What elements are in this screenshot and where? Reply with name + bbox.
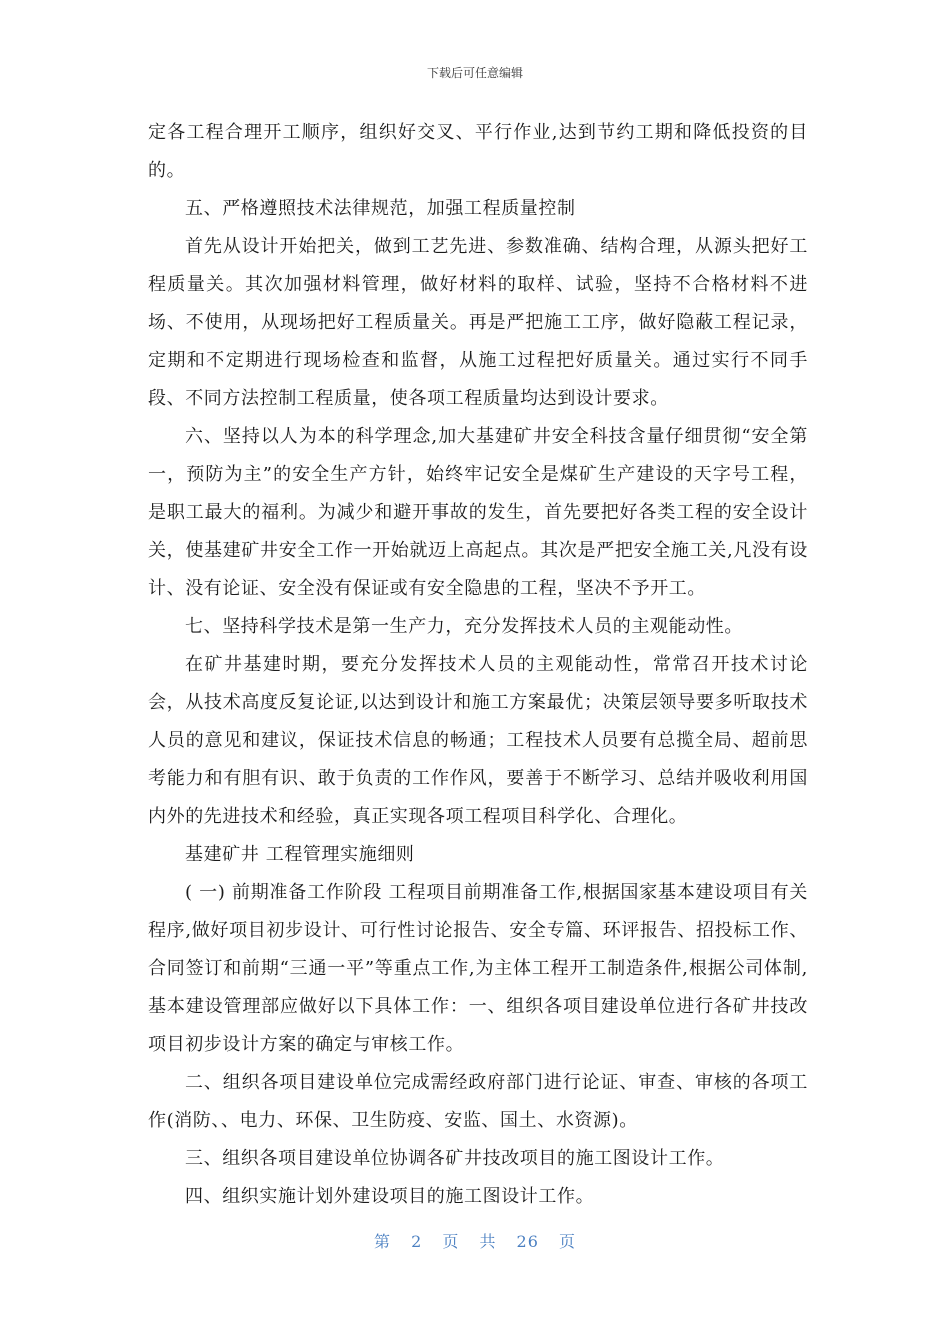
section-heading-5: 五、严格遵照技术法律规范，加强工程质量控制 [185,198,576,219]
list-item-2: 二、组织各项目建设单位完成需经政府部门进行论证、审查、审核的各项工作(消防、、电力、环保、卫生防疫、安监、国土、水资源)。 [148,1072,808,1131]
page-header: 下载后可任意编辑 [426,66,523,80]
section-heading-6: 六、坚持以人为本的科学理念,加大基建矿井安全科技含量仔细贯彻“安全第一，预防为主”的安全生产方针，始终牢记安全是煤矿生产建设的天字号工程，是职工最大的福利。为减少和避开事故的发生，首先要把好各类工程的安全设计关，使基建矿井安全工作一开始就迈上高起点。其次是严把安全施工关,凡没有设计、没有论证、安全没有保证或有安全隐患的工程，坚决不予开工。 [148,426,808,599]
paragraph-continuation: 定各工程合理开工顺序，组织好交叉、平行作业,达到节约工期和降低投资的目的。 [148,122,808,181]
section-heading-7: 七、坚持科学技术是第一生产力，充分发挥技术人员的主观能动性。 [185,616,743,637]
list-item-3: 三、组织各项目建设单位协调各矿井技改项目的施工图设计工作。 [185,1148,725,1169]
paragraph-technical-staff: 在矿井基建时期，要充分发挥技术人员的主观能动性，常常召开技术讨论会，从技术高度反复论证,以达到设计和施工方案最优；决策层领导要多听取技术人员的意见和建议，保证技术信息的畅通；工程技术人员要有总揽全局、超前思考能力和有胆有识、敢于负责的工作作风，要善于不断学习、总结并吸收利用国内外的先进技术和经验，真正实现各项工程项目科学化、合理化。 [148,654,808,827]
document-body [148,114,808,1216]
list-item-4: 四、组织实施计划外建设项目的施工图设计工作。 [185,1186,595,1207]
page-number-footer: 第 2 页 共 26 页 [374,1232,576,1251]
section-title-rules: 基建矿井 工程管理实施细则 [185,844,415,865]
paragraph-preparation-stage: ( 一) 前期准备工作阶段 工程项目前期准备工作,根据国家基本建设项目有关程序,做好项目初步设计、可行性讨论报告、安全专篇、环评报告、招投标工作、合同签订和前期“三通一平”等重点工作,为主体工程开工制造条件,根据公司体制,基本建设管理部应做好以下具体工作：一、组织各项目建设单位进行各矿井技改项目初步设计方案的确定与审核工作。 [148,882,808,1055]
paragraph-quality-control: 首先从设计开始把关，做到工艺先进、参数准确、结构合理，从源头把好工程质量关。其次加强材料管理，做好材料的取样、试验，坚持不合格材料不进场、不使用，从现场把好工程质量关。再是严把施工工序，做好隐蔽工程记录，定期和不定期进行现场检查和监督，从施工过程把好质量关。通过实行不同手段、不同方法控制工程质量，使各项工程质量均达到设计要求。 [148,236,808,409]
